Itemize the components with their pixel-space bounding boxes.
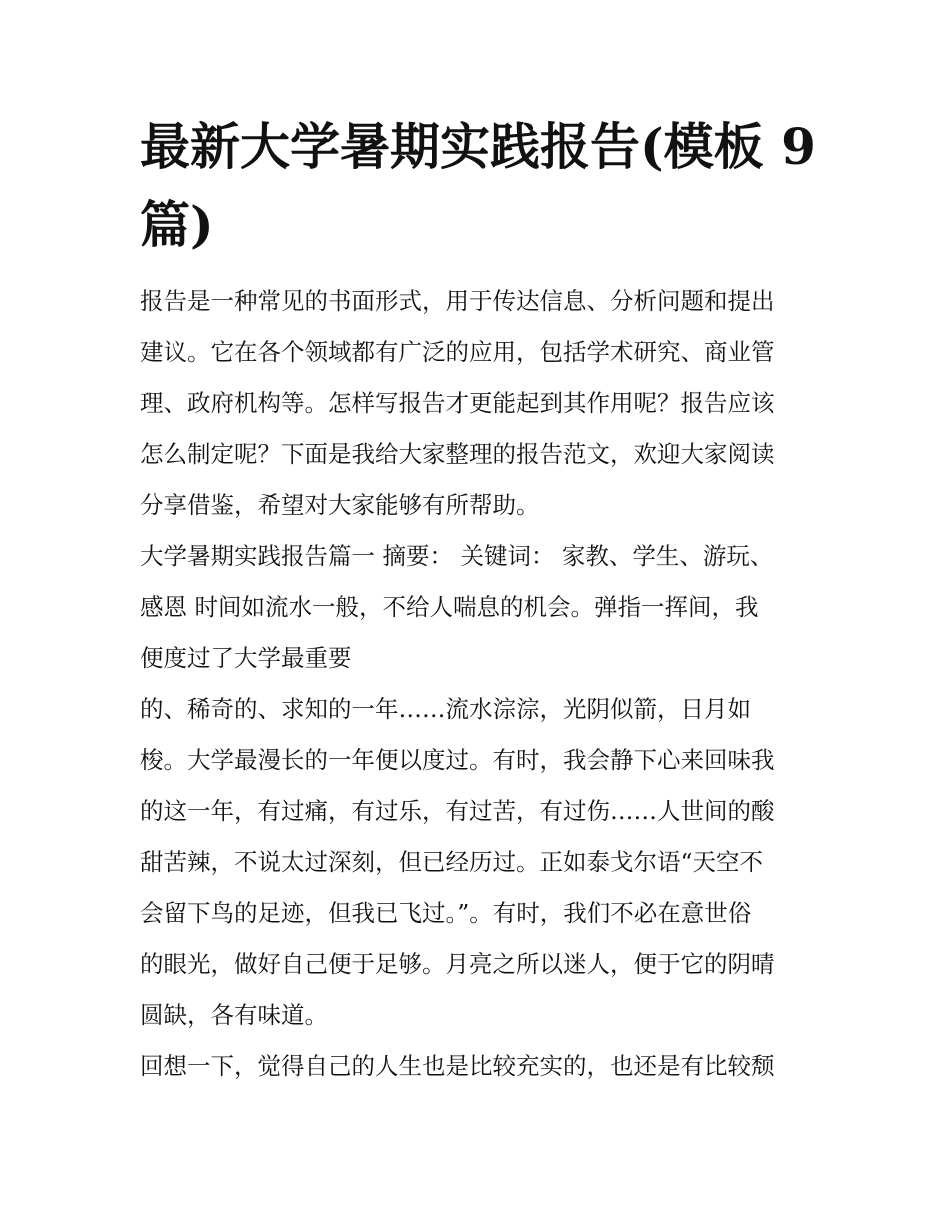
text-line: 感恩 时间如流水一般，不给人喘息的机会。弹指一挥间，我 bbox=[140, 593, 759, 621]
text-line: 报告是一种常见的书面形式，用于传达信息、分析问题和提出 bbox=[140, 287, 775, 315]
text-line: 会留下鸟的足迹，但我已飞过。”。有时，我们不必在意世俗 bbox=[140, 899, 752, 927]
text-line: 的眼光，做好自己便于足够。月亮之所以迷人，便于它的阴晴 bbox=[140, 950, 775, 978]
document-title bbox=[140, 108, 820, 264]
text-line: 便度过了大学最重要 bbox=[140, 644, 352, 672]
text-line: 怎么制定呢？下面是我给大家整理的报告范文，欢迎大家阅读 bbox=[140, 440, 775, 468]
text-line: 理、政府机构等。怎样写报告才更能起到其作用呢？报告应该 bbox=[140, 389, 775, 417]
text-line: 甜苦辣，不说太过深刻，但已经历过。正如泰戈尔语“天空不 bbox=[140, 848, 764, 876]
document-body bbox=[140, 276, 820, 1092]
text-line: 大学暑期实践报告篇一 摘要： 关键词： 家教、学生、游玩、 bbox=[140, 542, 774, 570]
text-line: 圆缺，各有味道。 bbox=[140, 1001, 328, 1029]
text-line: 梭。大学最漫长的一年便以度过。有时，我会静下心来回味我 bbox=[140, 746, 775, 774]
text-line: 建议。它在各个领域都有广泛的应用，包括学术研究、商业管 bbox=[140, 338, 775, 366]
title-line: 最新大学暑期实践报告(模板 9 bbox=[140, 117, 816, 176]
text-line: 回想一下，觉得自己的人生也是比较充实的，也还是有比较颓 bbox=[140, 1052, 775, 1080]
text-line: 的这一年，有过痛，有过乐，有过苦，有过伤……人世间的酸 bbox=[140, 797, 775, 825]
text-line: 的、稀奇的、求知的一年……流水淙淙，光阴似箭，日月如 bbox=[140, 695, 751, 723]
text-line: 分享借鉴，希望对大家能够有所帮助。 bbox=[140, 491, 540, 519]
title-line: 篇) bbox=[140, 195, 214, 254]
